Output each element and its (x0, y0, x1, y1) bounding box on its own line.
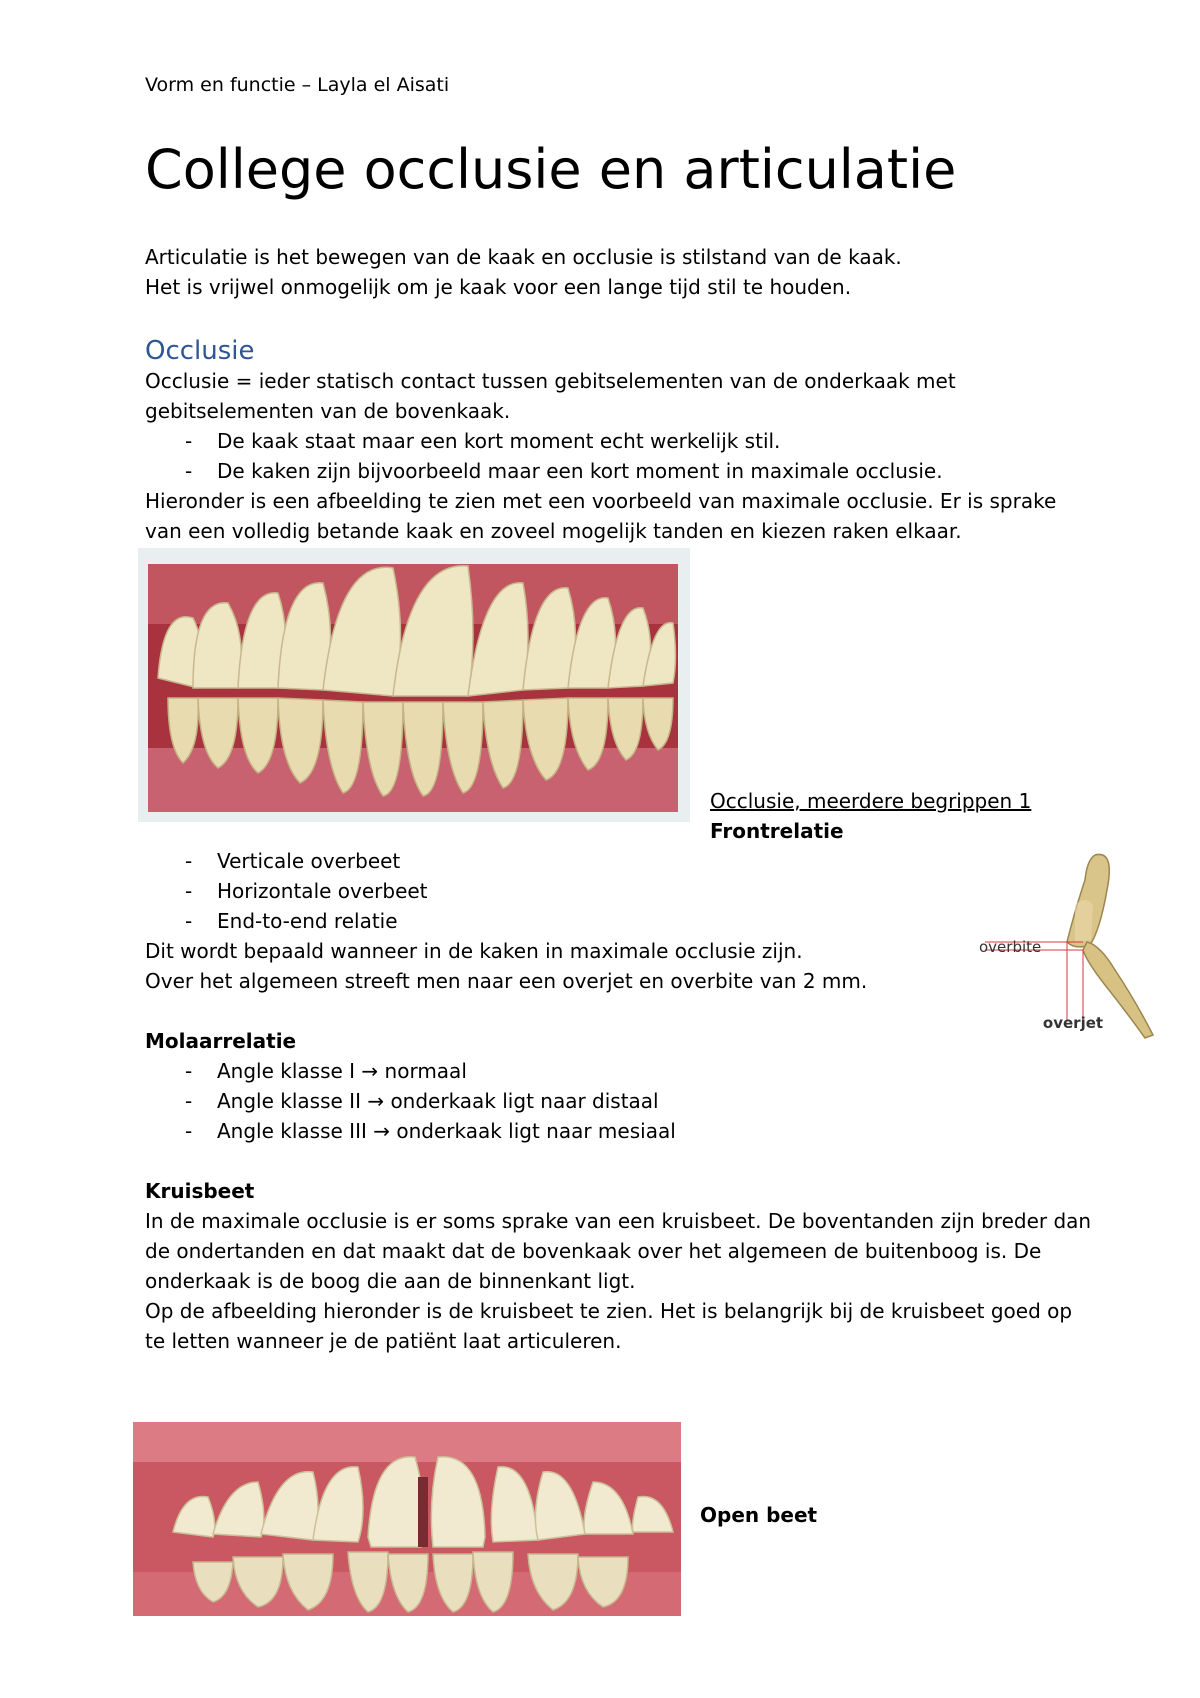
frontrelatie-text-2: Over het algemeen streeft men naar een overjet en overbite van 2 mm. (145, 969, 868, 993)
occlusie-definition-1: Occlusie = ieder statisch contact tussen gebitselementen van de onderkaak met (145, 369, 956, 393)
begrippen-title: Occlusie, meerdere begrippen 1 (710, 789, 1032, 813)
occlusie-bullets (145, 426, 943, 486)
molaarrelatie-bullets (145, 1056, 676, 1146)
overbite-overjet-diagram (975, 850, 1175, 1040)
occlusie-definition-2: gebitselementen van de bovenkaak. (145, 399, 511, 423)
occlusie-heading: Occlusie (145, 336, 255, 366)
overjet-label: overjet (1042, 1014, 1104, 1032)
kruisbeet-heading: Kruisbeet (145, 1179, 255, 1203)
frontrelatie-bullets (145, 846, 428, 936)
kruisbeet-text-3: onderkaak is de boog die aan de binnenkant ligt. (145, 1269, 636, 1293)
list-item: - De kaak staat maar een kort moment echt werkelijk stil. (145, 426, 943, 456)
list-item: - Angle klasse III → onderkaak ligt naar mesiaal (145, 1116, 676, 1146)
list-item: - End-to-end relatie (145, 906, 428, 936)
molaarrelatie-heading: Molaarrelatie (145, 1029, 297, 1053)
intro-line-2: Het is vrijwel onmogelijk om je kaak voor een lange tijd stil te houden. (145, 275, 852, 299)
page-header: Vorm en functie – Layla el Aisati (145, 74, 450, 96)
open-beet-label: Open beet (700, 1503, 818, 1527)
list-item: - Angle klasse II → onderkaak ligt naar distaal (145, 1086, 676, 1116)
occlusie-after-2: van een volledig betande kaak en zoveel mogelijk tanden en kiezen raken elkaar. (145, 519, 962, 543)
frontrelatie-text-1: Dit wordt bepaald wanneer in de kaken in maximale occlusie zijn. (145, 939, 803, 963)
list-item: - Horizontale overbeet (145, 876, 428, 906)
list-item: - De kaken zijn bijvoorbeeld maar een kort moment in maximale occlusie. (145, 456, 943, 486)
kruisbeet-text-2: de ondertanden en dat maakt dat de bovenkaak over het algemeen de buitenboog is. De (145, 1239, 1042, 1263)
page-title: College occlusie en articulatie (145, 138, 957, 201)
intro-line-1: Articulatie is het bewegen van de kaak en occlusie is stilstand van de kaak. (145, 245, 902, 269)
overbite-label: overbite (979, 938, 1042, 956)
list-item: - Verticale overbeet (145, 846, 428, 876)
kruisbeet-text-5: te letten wanneer je de patiënt laat articuleren. (145, 1329, 622, 1353)
list-item: - Angle klasse I → normaal (145, 1056, 676, 1086)
photo-maximale-occlusie (138, 548, 690, 822)
occlusie-after-1: Hieronder is een afbeelding te zien met een voorbeeld van maximale occlusie. Er is sprake (145, 489, 1057, 513)
kruisbeet-text-4: Op de afbeelding hieronder is de kruisbeet te zien. Het is belangrijk bij de kruisbeet goed op (145, 1299, 1073, 1323)
photo-open-beet (133, 1422, 681, 1616)
frontrelatie-heading: Frontrelatie (710, 819, 844, 843)
kruisbeet-text-1: In de maximale occlusie is er soms sprake van een kruisbeet. De boventanden zijn breder dan (145, 1209, 1092, 1233)
